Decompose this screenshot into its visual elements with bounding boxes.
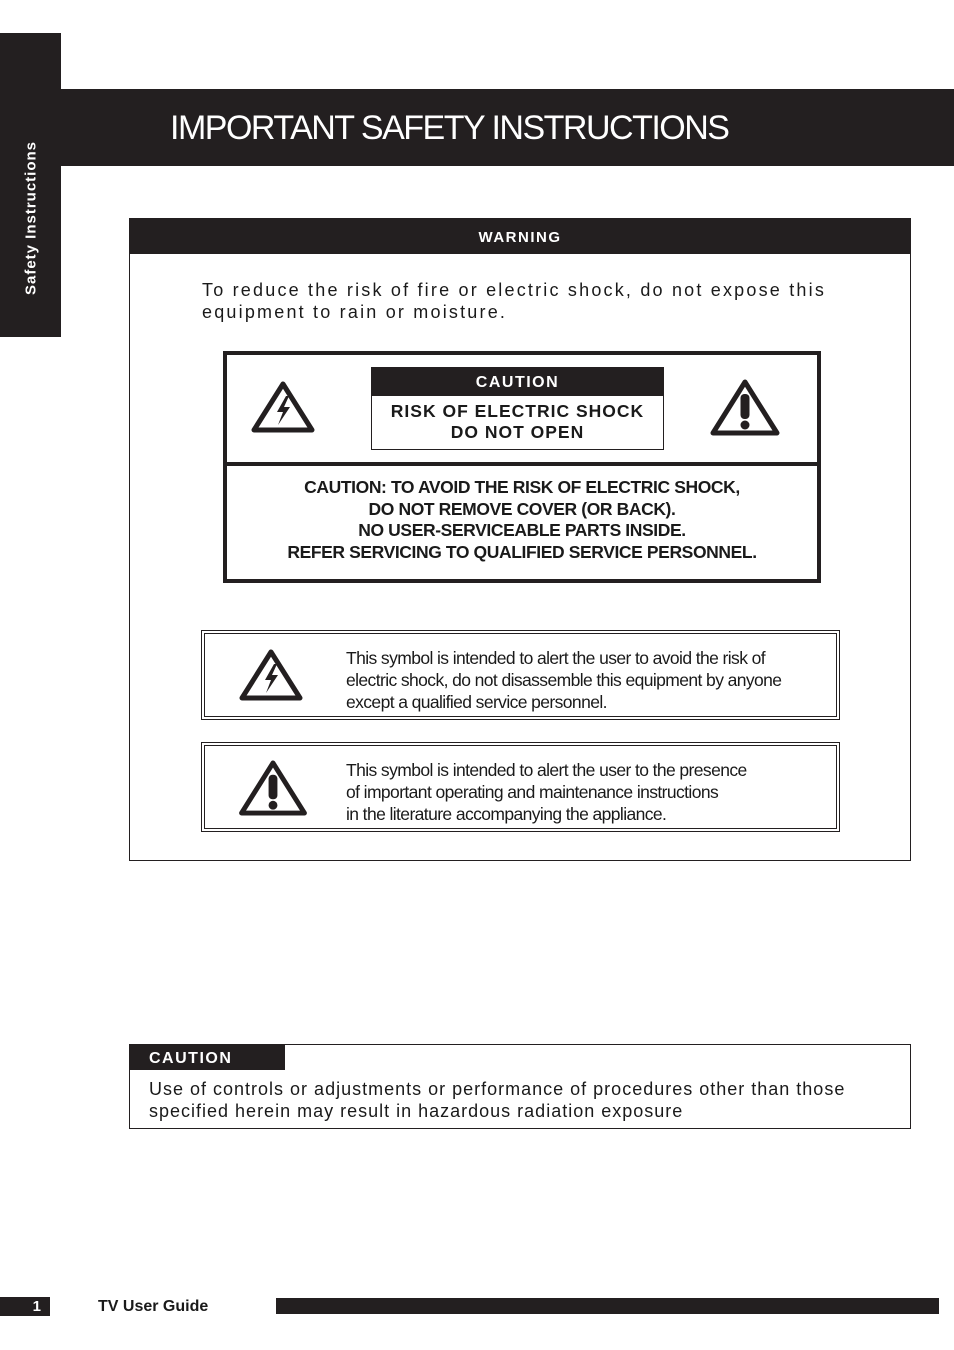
title-bar — [61, 89, 954, 166]
radiation-caution-text: Use of controls or adjustments or performance of procedures other than those specified herein may result in hazardous radiation exposure — [149, 1079, 846, 1121]
page-title: IMPORTANT SAFETY INSTRUCTIONS — [170, 109, 729, 147]
lightning-triangle-icon — [239, 649, 303, 701]
side-tab — [0, 33, 61, 337]
caution-panel — [223, 351, 821, 583]
caution-panel-top — [227, 355, 817, 466]
radiation-caution-box — [129, 1044, 911, 1129]
side-tab-label: Safety Instructions — [22, 140, 40, 296]
footer-bar — [276, 1298, 939, 1314]
symbol-box-important-instructions — [201, 742, 840, 832]
warning-heading: WARNING — [130, 219, 910, 254]
lightning-triangle-icon — [251, 381, 315, 433]
radiation-caution-heading: CAUTION — [130, 1045, 285, 1070]
caution-label-heading: CAUTION — [372, 368, 663, 396]
warning-box — [129, 218, 911, 861]
exclamation-triangle-icon — [238, 760, 308, 816]
warning-text: To reduce the risk of fire or electric shock, do not expose this equipment to rain or moisture. — [202, 280, 827, 322]
caution-instructions: CAUTION: TO AVOID THE RISK OF ELECTRIC SHOCK, DO NOT REMOVE COVER (OR BACK). NO USER-SERVICEABLE PARTS INSIDE. REFER SERVICING TO QUALIFIED SERVICE PERSONNEL. — [287, 477, 757, 562]
footer-title: TV User Guide — [98, 1298, 209, 1315]
caution-label-box — [371, 367, 664, 450]
symbol-description: This symbol is intended to alert the user to avoid the risk of electric shock, do not disassemble this equipment by anyone except a qualified service personnel. — [346, 648, 782, 712]
caution-label-text: RISK OF ELECTRIC SHOCK DO NOT OPEN — [390, 401, 645, 442]
symbol-box-electric-shock — [201, 630, 840, 720]
page-number: 1 — [0, 1297, 50, 1316]
exclamation-triangle-icon — [710, 379, 780, 436]
symbol-description: This symbol is intended to alert the user to the presence of important operating and maintenance instructions in the literature accompanying the appliance. — [346, 760, 747, 824]
